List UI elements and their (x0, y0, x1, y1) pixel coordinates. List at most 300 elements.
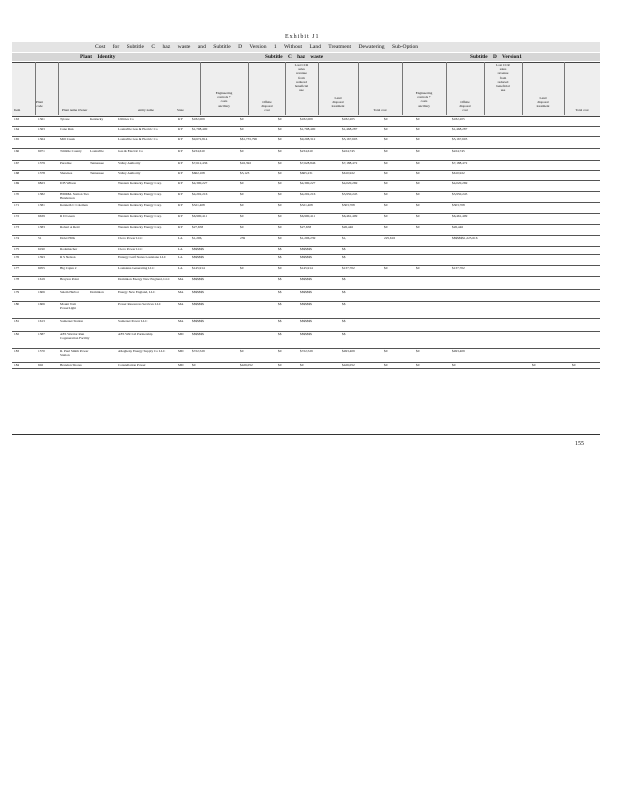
cell-item: 184 (14, 363, 20, 367)
cell-item: 176 (14, 255, 20, 259)
cell-off-d: $0 (416, 203, 420, 207)
cell-off-c: $0 (240, 203, 244, 207)
cell-lost-d: $7,188,472 (452, 161, 468, 165)
cell-entity: Dominion Energy New England, LLC (118, 277, 170, 281)
cell-lost-c: $0 (278, 127, 282, 131)
cell-lost-d: $4,020,269 (452, 181, 468, 185)
cell-off-c: $426,052 (240, 363, 253, 367)
cell-eng-c: $4,390,227 (192, 181, 208, 185)
cell-code: 1381 (38, 203, 45, 207)
cell-state: KY (178, 203, 183, 207)
cell-code: 602 (38, 363, 44, 367)
cell-total-c: $$ (342, 332, 346, 336)
cell-entity: Constellation Power (118, 363, 146, 367)
cell-entity: Western Kentucky Energy Corp (118, 225, 162, 229)
table-row (12, 276, 600, 290)
cell-off-d: $0 (416, 225, 420, 229)
cell-eng-d: $0 (384, 171, 388, 175)
table-row (12, 348, 600, 363)
cell-code: 6639 (38, 214, 45, 218)
cell-item: 163 (14, 117, 20, 121)
cell-state: MD (178, 363, 184, 367)
cell-item: 174 (14, 236, 20, 240)
cell-lost-c: $0 (278, 137, 282, 141)
cell-lost-c: $$ (278, 332, 282, 336)
cell-code: 1378 (38, 171, 45, 175)
cell-owner: Louisville (90, 149, 104, 153)
cell-total-c: $610,922 (342, 171, 355, 175)
col-header-land-c: Land disposal treatment (331, 96, 345, 109)
cell-total-c: $6,461,499 (342, 214, 358, 218)
cell-item: 182 (14, 332, 20, 336)
cell-land-c: $182,009 (300, 117, 313, 121)
cell-eng-d: $0 (384, 149, 388, 153)
column-divider (358, 62, 359, 115)
cell-code: 1383 (38, 225, 45, 229)
page-number: 155 (575, 441, 584, 447)
cell-eng-d: $0 (384, 192, 388, 196)
cell-owner: Dominion (90, 290, 104, 294)
cell-code: 1393 (38, 255, 45, 259)
cell-lost-c: $0 (278, 225, 282, 229)
cell-name: Big Cajun 2 (60, 266, 77, 270)
table-row (12, 331, 600, 349)
cell-land-c: $$$$$$$ (300, 319, 312, 323)
cell-eng-c: $7,612,436 (192, 161, 208, 165)
cell-item: 179 (14, 290, 20, 294)
cell-land-c: $$$$$$$ (300, 290, 312, 294)
cell-land-c: $$$$$$$ (300, 332, 312, 336)
cell-total-c: $4,020,269 (342, 181, 358, 185)
cell-lost-c: $0 (278, 363, 282, 367)
cell-lost-c: $$ (278, 319, 282, 323)
cell-state: KY (178, 149, 183, 153)
cell-off-d: $0 (416, 181, 420, 185)
cell-name: Robert A Reid (60, 225, 80, 229)
cell-total-c: $224,745 (342, 149, 355, 153)
cell-entity: Valley Authority (118, 161, 141, 165)
column-divider (446, 62, 447, 115)
col-header-lost-ccr-c: Lost CCR sales revenue from reduced beneficial use (294, 63, 309, 93)
cell-eng-c: $1,798,400 (192, 127, 208, 131)
cell-owner: Tennessee (90, 171, 104, 175)
cell-eng-c: $$$$$$$ (192, 319, 204, 323)
cell-name: Brayton Point (60, 277, 79, 281)
cell-total-c: $5,167,603 (342, 137, 358, 141)
cell-off-c: 239 (240, 236, 246, 240)
col-header-total-d: Total cost (575, 108, 589, 112)
cell-lost-d: $5,167,603 (452, 137, 468, 141)
cell-eng-d: $0 (384, 127, 388, 131)
cell-item: 173 (14, 225, 20, 229)
cell-lost-c: $0 (278, 181, 282, 185)
cell-eng-c: $0 (192, 363, 196, 367)
cell-entity: Power Resources Services LLC (118, 302, 162, 306)
cell-total-c: $26,446 (342, 225, 354, 229)
cell-off-d: $0 (416, 266, 420, 270)
cell-off-c: $0 (240, 225, 244, 229)
cell-lost-c: $$ (278, 247, 282, 251)
cell-lost-c: $0 (278, 266, 282, 270)
cell-lost-d: $$$$$$$1,225,616 (452, 236, 478, 240)
cell-off-c: $16,392 (240, 161, 252, 165)
cell-name: Salem Harbor (60, 290, 79, 294)
cell-item: 168 (14, 171, 20, 175)
col-header-total-c: Total cost (373, 108, 387, 112)
cell-item: 166 (14, 149, 20, 153)
cell-code: 6071 (38, 149, 45, 153)
cell-state: MA (178, 290, 184, 294)
cell-land-c: $722,529 (300, 349, 313, 353)
cell-off-d: $0 (416, 349, 420, 353)
cell-name: R D Green (60, 214, 75, 218)
cell-eng-c: $6,990,411 (192, 214, 208, 218)
cell-land-c: $665,231 (300, 171, 313, 175)
cell-total-c: $$ (342, 290, 346, 294)
cell-eng-c: $27,658 (192, 225, 204, 229)
cell-eng-c: $662,108 (192, 171, 205, 175)
cell-entity: Western Kentucky Energy Corp (118, 192, 162, 196)
cell-code: 1570 (38, 349, 45, 353)
cell-code: 1361 (38, 117, 45, 121)
cell-entity: Gas & Electric Co (118, 149, 143, 153)
cell-off-d: $0 (416, 363, 420, 367)
cell-lost-d: $493,409 (452, 349, 465, 353)
cell-lost-c: $0 (278, 117, 282, 121)
cell-off-d: $0 (416, 192, 420, 196)
cell-total-c: $1, (342, 236, 347, 240)
col-header-plant-code: Plant code (36, 100, 43, 109)
cell-item: 180 (14, 302, 20, 306)
cell-total-c: $1,468,287 (342, 127, 358, 131)
column-divider (522, 62, 523, 115)
cell-item: 177 (14, 266, 20, 270)
cell-land-c: $1,798,400 (300, 127, 316, 131)
cell-state: KY (178, 171, 183, 175)
cell-eng-d: $0 (384, 161, 388, 165)
column-divider (402, 62, 403, 115)
cell-eng-d: $0 (384, 266, 388, 270)
cell-eng-c: $$$$$$$ (192, 290, 204, 294)
cell-code: 6823 (38, 181, 45, 185)
cell-land-c: $7,628,846 (300, 161, 316, 165)
cell-total-c: $7,188,472 (342, 161, 358, 165)
cell-item: 175 (14, 247, 20, 251)
cell-entity: Somerset Power LLC (118, 319, 148, 323)
cell-state: LA (178, 247, 183, 251)
cell-lost-d: $303,708 (452, 203, 465, 207)
cell-entity: Cleco Power LLC (118, 236, 143, 240)
cell-code: 1606 (38, 290, 45, 294)
cell-lost-c: $0 (278, 214, 282, 218)
group-header-plant-identity: Plant Identity (80, 54, 116, 60)
cell-land-c: $$$$$$$ (300, 255, 312, 259)
cell-lost-c: $0 (278, 171, 282, 175)
cell-entity: Valley Authority (118, 171, 141, 175)
cell-lost-d: $6,461,499 (452, 214, 468, 218)
cell-name: Cane Run (60, 127, 74, 131)
cell-item: 172 (14, 214, 20, 218)
cell-entity: Energy New England, LLC (118, 290, 156, 294)
cell-eng-c: $$$$$$$ (192, 277, 204, 281)
cell-land-c: $6,990,411 (300, 214, 316, 218)
cell-lost-d: $137,702 (452, 266, 465, 270)
cell-name: Dolet Hills (60, 236, 75, 240)
column-divider (58, 62, 59, 115)
cell-name: Mill Creek (60, 137, 75, 141)
cell-land-c: $1,206,239 (300, 236, 316, 240)
cell-state: LA (178, 266, 183, 270)
cell-entity: Entergy Gulf States Louisiana LLC (118, 255, 167, 259)
column-divider (484, 62, 485, 115)
cell-name: Rodemacher (60, 247, 78, 251)
col-header-plant-name: Plant name Owner (62, 108, 88, 112)
table-bottom-rule (12, 434, 600, 435)
cell-code: 1363 (38, 127, 45, 131)
cell-lost-c: $0 (278, 192, 282, 196)
cell-lost-c: $$ (278, 290, 282, 294)
cell-item: 170 (14, 192, 20, 196)
cell-land-c: $4,202,216 (300, 192, 316, 196)
cell-entity: Louisville Gas & Electric Co (118, 127, 158, 131)
cell-entity: Western Kentucky Energy Corp (118, 203, 162, 207)
cell-code: 1364 (38, 137, 45, 141)
cell-land-c: $9,208,312 (300, 137, 316, 141)
cell-total-c: $303,708 (342, 203, 355, 207)
col-header-engineering-d: Engineering controls + costs ancillary (415, 91, 433, 108)
cell-off-d: $0 (416, 117, 420, 121)
cell-name: D B Wilson (60, 181, 77, 185)
col-header-offsite-d: Offsite disposal cost (459, 100, 471, 113)
cell-lost-d: $224,745 (452, 149, 465, 153)
cell-eng-d: $0 (384, 117, 388, 121)
cell-eng-d: $0 (384, 181, 388, 185)
col-header-land-d: Land disposal treatment (536, 96, 550, 109)
cell-code: 1606 (38, 302, 45, 306)
cell-lost-c: $0 (278, 149, 282, 153)
cell-lost-d: $3,950,245 (452, 192, 468, 196)
cell-total-c: $$ (342, 319, 346, 323)
cell-item: 167 (14, 161, 20, 165)
cell-total-c: $$ (342, 247, 346, 251)
cell-off-d: $0 (416, 161, 420, 165)
cell-land-c: $$$$$$$ (300, 277, 312, 281)
cell-name: Paradise (60, 161, 72, 165)
cell-eng-c: $182,009 (192, 117, 205, 121)
group-header-subtitle-c: Subtitle C haz waste (265, 54, 324, 60)
cell-eng-c: $145,914 (192, 266, 205, 270)
cell-state: KY (178, 225, 183, 229)
cell-total-c: $$ (342, 302, 346, 306)
cell-off-c: $0 (240, 192, 244, 196)
cell-total-c: $426,052 (342, 363, 355, 367)
cell-lost-c: $0 (278, 236, 282, 240)
cell-owner: Kentucky (90, 117, 104, 121)
cell-state: LA (178, 255, 183, 259)
table-row (12, 318, 600, 332)
cell-entity: Western Kentucky Energy Corp (118, 181, 162, 185)
cell-eng-d: $0 (384, 137, 388, 141)
cell-off-c: $0 (240, 266, 244, 270)
cell-name: Somerset Station (60, 319, 84, 323)
cell-off-c: $0 (240, 214, 244, 218)
cell-state: KY (178, 137, 183, 141)
col-header-item: Item (14, 108, 21, 112)
cell-entity: Utilities Co (118, 117, 134, 121)
cell-eng-d: $0 (384, 349, 388, 353)
cell-total-c: $$ (342, 255, 346, 259)
cell-owner: Tennessee (90, 161, 104, 165)
cell-land-c: $234,610 (300, 149, 313, 153)
cell-name: R S Nelson (60, 255, 76, 259)
cell-state: MA (178, 277, 184, 281)
cell-name: Mount Tom PowerLight (60, 302, 77, 311)
cell-off-d: $0 (416, 137, 420, 141)
cell-off-d: $0 (416, 149, 420, 153)
cell-total-c: $3,950,245 (342, 192, 358, 196)
cell-state: KY (178, 181, 183, 185)
cell-land-c: $27,658 (300, 225, 312, 229)
cell-total-c: $137,702 (342, 266, 355, 270)
cell-eng-d: $0 (384, 214, 388, 218)
cell-entity: Louisiana Generating LLC (118, 266, 155, 270)
column-divider (248, 62, 249, 115)
cell-state: KY (178, 192, 183, 196)
col-header-state: State (177, 108, 184, 112)
cell-eng-d: $0 (384, 363, 388, 367)
cell-land-c: $4,390,227 (300, 181, 316, 185)
cell-state: MD (178, 349, 184, 353)
cell-eng-c: $$$$$$$ (192, 302, 204, 306)
cell-eng-c: $321,408 (192, 203, 205, 207)
cell-state: KY (178, 127, 183, 131)
cell-name: R. Paul Smith Power Station (60, 349, 89, 358)
cell-eng-d: 225,616 (384, 236, 396, 240)
column-divider (564, 62, 565, 115)
cell-total-c: $$ (342, 277, 346, 281)
cell-off-d: $0 (416, 171, 420, 175)
cell-code: 1613 (38, 319, 45, 323)
cell-land-c: $$$$$$$ (300, 247, 312, 251)
cell-lost-d: $0 (452, 363, 456, 367)
column-divider (318, 62, 319, 115)
col-header-lost-ccr-d: Lost CCR sales revenue from reduced beneficial use (496, 63, 510, 93)
cell-land-d: $0 (532, 363, 536, 367)
cell-lost-d: $182,205 (452, 117, 465, 121)
cell-lost-c: $$ (278, 277, 282, 281)
cell-eng-c: $234,610 (192, 149, 205, 153)
cell-eng-c: $722,529 (192, 349, 205, 353)
cell-eng-c: $$$$$$$ (192, 332, 204, 336)
cell-total-c: $182,205 (342, 117, 355, 121)
cell-off-c: $0 (240, 149, 244, 153)
cell-state: MD (178, 332, 184, 336)
cell-eng-d: $0 (384, 225, 388, 229)
cell-name: Tyrone (60, 117, 70, 121)
cell-land-c: $0 (300, 363, 304, 367)
cell-code: 51 (38, 236, 42, 240)
cell-land-c: $321,408 (300, 203, 313, 207)
cell-eng-c: $9,672,814 (192, 137, 208, 141)
cell-state: LA (178, 236, 183, 240)
cell-name: Trimble County (60, 149, 82, 153)
cell-code: 1619 (38, 277, 45, 281)
cell-entity: Cleco Power LLC (118, 247, 143, 251)
cell-code: 1379 (38, 161, 45, 165)
cell-entity: Allegheny Energy Supply Co LLC (118, 349, 166, 353)
cell-eng-d: $0 (384, 203, 388, 207)
cell-land-c: $$$$$$$ (300, 302, 312, 306)
cell-item: 181 (14, 319, 20, 323)
col-header-engineering-c: Engineering controls + costs ancillary (215, 91, 233, 108)
cell-code: 6055 (38, 266, 45, 270)
cell-code: 1382 (38, 192, 45, 196)
cell-off-c: $$1,735,796 (240, 137, 257, 141)
column-divider (200, 62, 201, 115)
cell-name: HMP&L Station Two Henderson (60, 192, 90, 201)
cell-eng-c: $$$$$$$ (192, 247, 204, 251)
cell-off-c: $0 (240, 127, 244, 131)
table-row (12, 362, 600, 369)
cell-off-c: $0 (240, 117, 244, 121)
cell-off-c: $0 (240, 181, 244, 185)
col-header-entity-name: entity name (138, 108, 154, 112)
exhibit-label: Exhibit J1 (285, 34, 320, 40)
cell-item: 171 (14, 203, 20, 207)
cell-name: AES Warrior Run Cogeneration Facility (60, 332, 90, 341)
cell-lost-d: $610,922 (452, 171, 465, 175)
cell-lost-c: $0 (278, 349, 282, 353)
cell-total-d: $0 (572, 363, 576, 367)
cell-name: Brandon Shores (60, 363, 82, 367)
cell-total-c: $493,409 (342, 349, 355, 353)
cell-eng-c: $4,202,216 (192, 192, 208, 196)
cell-lost-d: $1,468,287 (452, 127, 468, 131)
cell-off-d: $0 (416, 214, 420, 218)
cell-off-c: $0 (240, 349, 244, 353)
cell-lost-d: $26,446 (452, 225, 464, 229)
cell-state: KY (178, 117, 183, 121)
cell-item: 165 (14, 137, 20, 141)
cell-item: 178 (14, 277, 20, 281)
cell-code: 1587 (38, 332, 45, 336)
col-header-offsite-c: Offsite disposal cost (261, 100, 273, 113)
cell-entity: AES WR Ltd Partnership (118, 332, 153, 336)
cell-entity: Louisville Gas & Electric Co (118, 137, 158, 141)
cell-code: 6190 (38, 247, 45, 251)
cell-item: 164 (14, 127, 20, 131)
cell-land-c: $145,914 (300, 266, 313, 270)
table-title: Cost for Subtitle C haz waste and Subtitle D Version 1 Without Land Treatment Dewatering Sub-Option (95, 44, 419, 50)
cell-name: Kenneth C Coleman (60, 203, 88, 207)
cell-eng-c: $$$$$$$ (192, 255, 204, 259)
cell-lost-c: $$ (278, 302, 282, 306)
group-header-subtitle-d: Subtitle D Version1 (470, 54, 522, 60)
cell-name: Shawnee (60, 171, 73, 175)
cell-state: MA (178, 319, 184, 323)
cell-state: KY (178, 214, 183, 218)
cell-off-c: $3,123 (240, 171, 250, 175)
cell-off-d: $0 (416, 127, 420, 131)
cell-lost-c: $0 (278, 161, 282, 165)
cell-item: 169 (14, 181, 20, 185)
cell-state: KY (178, 161, 183, 165)
cell-entity: Western Kentucky Energy Corp (118, 214, 162, 218)
cell-lost-c: $$ (278, 255, 282, 259)
cell-state: MA (178, 302, 184, 306)
cell-eng-c: $1,206, (192, 236, 203, 240)
table-row (12, 301, 600, 319)
